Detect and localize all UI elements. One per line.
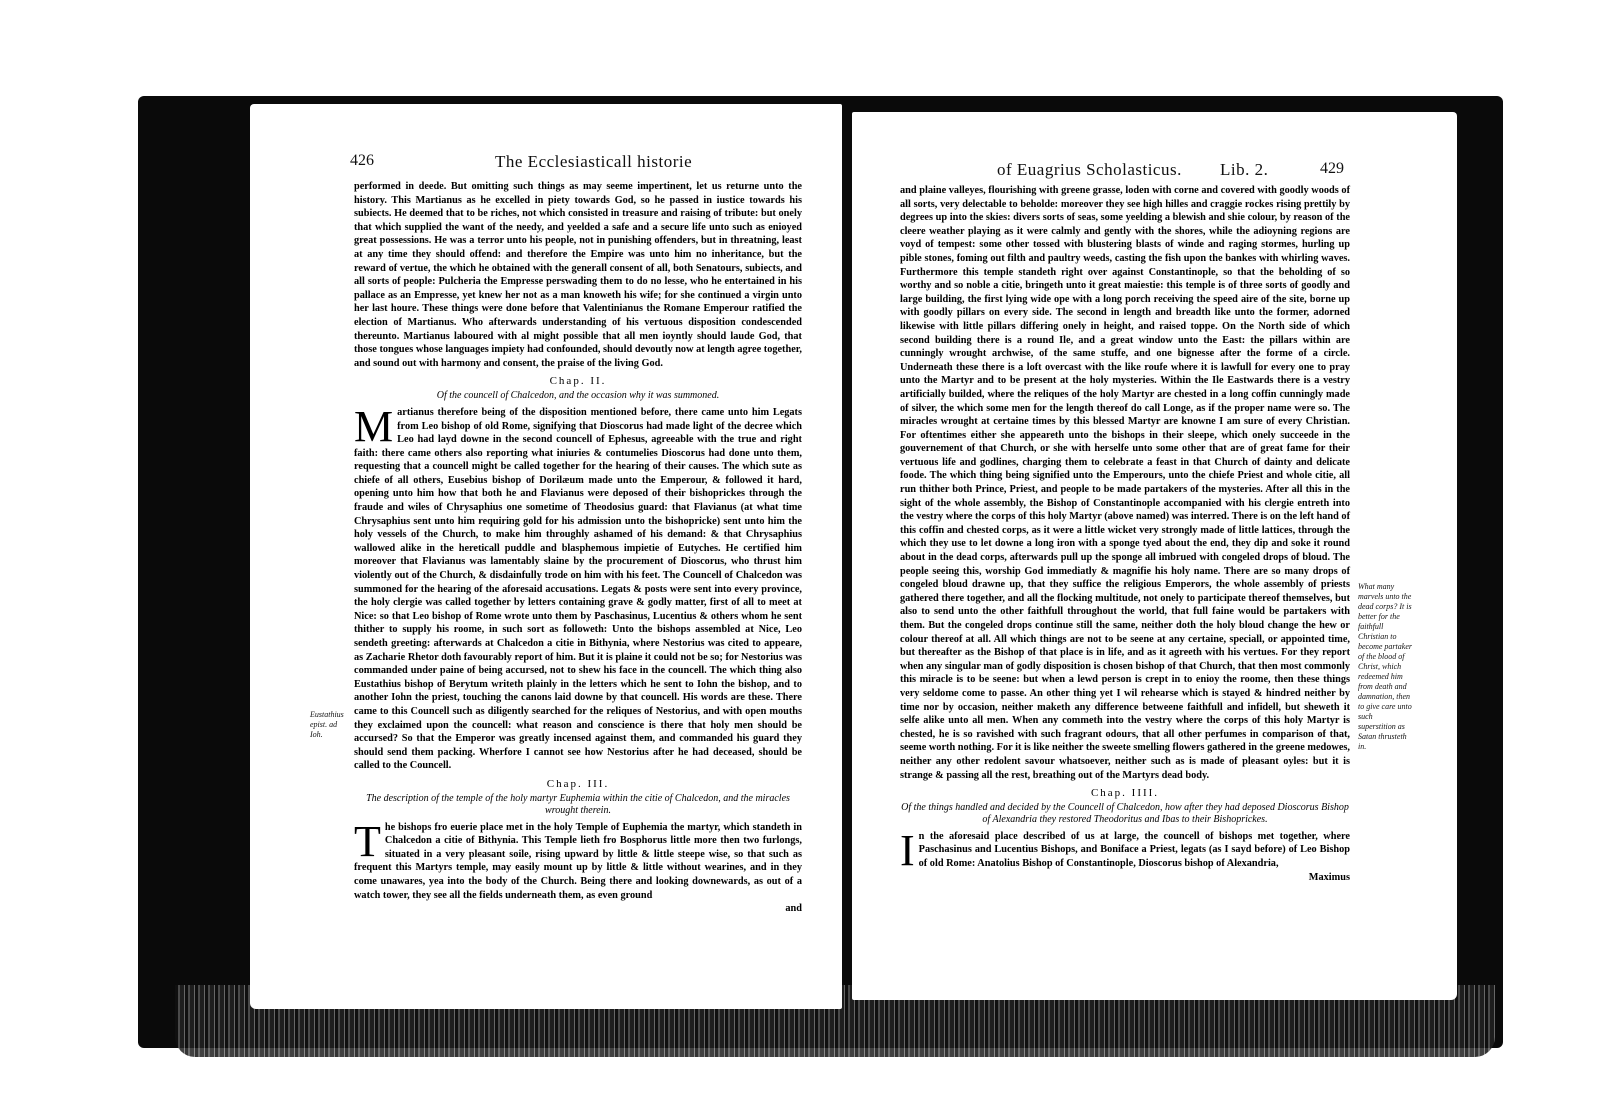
chapter-2-body [354, 401, 802, 773]
chapter-4-dropcap: I [900, 825, 915, 875]
chapter-3-text: he bishops fro euerie place met in the holy Temple of Euphemia the martyr, which standeth in Chalcedon a citie of Bithynia. This Temple lieth fro Bosphorus little more then two furlongs, situated in a very pleasant soile, rising upward by little & little steepe wise, so that such as frequent this Martyrs temple, may easily mount up by little & little without wearines, and in they come unawares, yea into the body of the Church. Being there and looking downewards, as out of a watch tower, they see all the fields underneath them, as even ground [354, 821, 802, 901]
chapter-4-text: n the aforesaid place described of us at large, the councell of bishops met together, where Paschasinus and Lucentius Bishops, and Boniface a Priest, legats (as I sayd before) of Leo Bishop of old Rome: Anatolius Bishop of Constantinople, Dioscorus bishop of Alexandria, [918, 830, 1350, 869]
chapter-3-heading: Chap. III. [546, 777, 610, 790]
right-page [852, 112, 1457, 1000]
left-catchword: and [785, 903, 802, 915]
right-running-title: of Euagrius Scholasticus. [997, 160, 1182, 179]
left-page-number: 426 [350, 152, 374, 169]
chapter-3-body [354, 816, 802, 903]
left-text-column [354, 180, 802, 916]
chapter-4-subtitle: Of the things handled and decided by the Councell of Chalcedon, how after they had deposed Dioscorus Bishop of Alexandria they restored Theodoritus and Ibas to their Bishoprickes. [901, 801, 1349, 825]
right-margin-note: What many marvels unto the dead corps? It is better for the faithfull Christian to become partaker of the blood of Christ, which redeemed him from death and damnation, then to give care unto such superstition as Satan thrusteth in. [1358, 582, 1412, 751]
left-margin-note: Eustathius epist. ad Ioh. [310, 710, 344, 739]
chapter-2-dropcap: M [354, 401, 394, 451]
chapter-4-heading: Chap. IIII. [1090, 787, 1160, 800]
chapter-2-heading: Chap. II. [549, 375, 607, 388]
left-text-top: performed in deede. But omitting such things as may seeme impertinent, let us returne unto the history. This Martianus as he excelled in piety towards God, so he passed in iustice towards his subiects. He deemed that to be riches, not which consisted in treasure and raising of tribute: but onely that which supplied the want of the needy, and yeelded a safe and a secure life unto such as enioyed great possessions. He was a terror unto his people, not in punishing offenders, but in threatning, least at any time they should offend: and therefore the Empire was unto him no inheritance, but the reward of vertue, the which he obtained with the generall consent of all, both Senatours, subiects, and all sorts of people: Pulcheria the Empresse perswading them to do no lesse, who he entertained in his pallace as an Empresse, yet knew her not as a man knoweth his wife; for she continued a virgin unto her last houre. These things were done before that Valentinianus the Romane Emperour ratified the election of Martianus. Who afterwards understanding of his vertuous disposition condescended thereunto. Martianus laboured with al might possible that all men ioyntly should laude God, that those tongues whose languages impiety had confounded, should devoutly now at length agree together, and sound out with harmony and consent, the praise of the living God. [354, 181, 802, 369]
right-text-column [900, 184, 1350, 884]
right-text-top: and plaine valleyes, flourishing with greene grasse, loden with corne and covered with goodly woods of all sorts, very delectable to beholde: moreover they see high hilles and craggie rockes rising prettily by degrees up into the skies: divers sorts of seas, some yeelding a blewish and shie colour, by reason of the cleere weather playing as it were calmly and gently with the shores, while the adioyning regions are voyd of tempest: some other tossed with blustering blasts of winde and raging stormes, hurling up pible stones, foming out filth and paultry weeds, casting the fish upon the bankes with whirling waves. Furthermore this temple standeth right over against Constantinople, so that the beholding of so worthy and so noble a citie, bringeth unto it great maiestie: this temple is of three sorts of goodly and large building, the first lying wide ope with a long porch receiving the speed aire of the site, borne up with goodly pillars on every side. The second in length and breadth like unto the former, adorned likewise with little pillars differing onely in height, and raised toppe. On the North side of which second building there is a round Ile, and a great window unto the East: the pillars within are cunningly wrought archwise, of the same stuffe, and one bignesse after the forme of a circle. Underneath these there is a loft overcast with the like roufe where it is lawfull for every one to pray unto the Martyr and to be present at the holy mysteries. Within the Ile Eastwards there is a vestry artificially builded, where the reliques of the holy Martyr are chested in a long coffin cunningly made of silver, the which some men for the length thereof do call Longe, as if the proper name were so. The miracles wrought at certaine times by this blessed Martyr are knowne I am sure of every Christian. For oftentimes either she appeareth unto the bishops in their sleepe, which onely succeede in the gouvernement of that Church, or she with herselfe unto some other that are of great fame for their vertuous life and godlines, charging them to celebrate a feast in that Church of dainty and delicate foode. The which thing being signified unto the Emperours, unto the chiefe Priest and whole citie, all run thither both Prince, Priest, and people to be made partakers of the mysteries. After all this in the sight of the whole assembly, the Bishop of Constantinople accompanied with his clergie entreth into the vestry where the corps of this holy Martyr (above named) was interred. There is on the left hand of this coffin and chested corps, as it were a little wicket very strongly made of little lattices, through the which they use to let downe a long iron with a sponge tyed about the end, they dip and soke it round about in the dead corps, afterwards pull up the sponge all imbrued with congeled drops of bloud. The people seeing this, worship God immediatly & magnifie his holy name. There are so many drops of congeled bloud drawne up, that they suffice the religious Emperors, the whole assembly of priests gathered there together, and all the flocking multitude, not onely to participate thereof themselves, but also to send unto the other faithfull throughout the world, that full faine would be partakers with them. But the congeled drops continue still the same, neither doth the holy bloud change the hew or colour thereof at all. All which things are not to be seene at any certaine, speciall, or appointed time, but thereafter as the Bishop of that place is in life, and as it agreeth with his vertues. For they report when any singular man of godly disposition is chosen bishop of that Church, that then most commonly this miracle is to be seene: but when a lewd person is crept in to enioy the roome, then these things very seldome come to passe. An other thing yet I wil rehearse which is stayed & hindred neither by time nor by occasion, neither maketh any difference betweene faithfull and infidell, but sheweth it selfe alike unto all men. When any commeth into the vestry where the corps of this holy Martyr is chested, he is so ravished with such fragrant odours, that all other perfumes in comparison of that, seeme worth nothing. For it is like neither the sweete smelling flowers gathered in the greene medowes, neither any other redolent savour whatsoever, neither such as is made of pleasant oyles: but it is strange & passing all the rest, breathing out of the Martyrs dead body. [900, 185, 1350, 781]
right-page-number: 429 [1320, 160, 1344, 177]
left-page [250, 104, 842, 1009]
chapter-3-subtitle: The description of the temple of the holy martyr Euphemia within the citie of Chalcedon, and the miracles wrought therein. [366, 792, 790, 816]
left-running-title: The Ecclesiasticall historie [495, 152, 693, 171]
chapter-2-subtitle: Of the councell of Chalcedon, and the occasion why it was summoned. [436, 389, 720, 401]
chapter-4-body [900, 825, 1350, 875]
right-book-label: Lib. 2. [1220, 160, 1269, 179]
right-catchword: Maximus [1308, 871, 1350, 883]
chapter-3-dropcap: T [354, 816, 381, 866]
chapter-2-text: artianus therefore being of the disposition mentioned before, there came unto him Legats from Leo bishop of old Rome, signifying that Dioscorus had made light of the decree which Leo had layd downe in the second councell of Ephesus, agreeable with the true and right faith: there came others also reporting what iniuries & contumelies Dioscorus had done unto them, requesting that a councell might be called together for the hearing of their causes. The which sute as chiefe of all others, Eusebius bishop of Dorilæum made unto the Emperour, & followed it hard, opening unto him how that both he and Flavianus were deposed of their bishoprickes through the fraude and wiles of Chrysaphius one sometime of Theodosius guard: that Flavianus (at what time Chrysaphius sent unto him requiring gold for his admission unto the bishopricke) sent unto him the holy vessels of the Church, to make him throughly ashamed of his demand: & that Chrysaphius wallowed alike in the hereticall puddle and blasphemous impietie of Eutyches. He certified him moreover that Flavianus was lamentably slaine by the procurement of Dioscorus, who thrust him violently out of the Church, & disdainfully trode on him with his feet. The Councell of Chalcedon was summoned for the hearing of the aforesaid accusations. Legats & posts were sent into every province, the holy clergie was called together by letters containing grave & godly matter, first of all to meet at Nice: so that Leo bishop of Rome wrote unto them by Paschasinus, Lucentius & others whom he sent thither to supply his roome, in such sort as followeth: Unto the bishops assembled at Nice, Leo sendeth greeting: afterwards at Chalcedon a citie in Bithynia, where Nestorius was cited to appeare, as Zacharie Rhetor doth favourably report of him. But it is plaine it could not be so; for Nestorius was commanded under paine of being accursed, not to shew his face in the councell. The which thing also Eustathius bishop of Berytum writeth plainly in the letters which he sent to Iohn the bishop, and to another Iohn the priest, touching the canons laid downe by that councell. His words are these. There came to this Councell such as diligently searched for the reliques of Nestorius, and with open mouths they exclaimed upon the councell: what reason and conscience is there that holy men should be accursed? So that the Emperor was greatly incensed against them, and commanded his guard they should send them packing. Wherfore I cannot see how Nestorius after he had deceased, should be called to the Councell. [354, 406, 802, 772]
